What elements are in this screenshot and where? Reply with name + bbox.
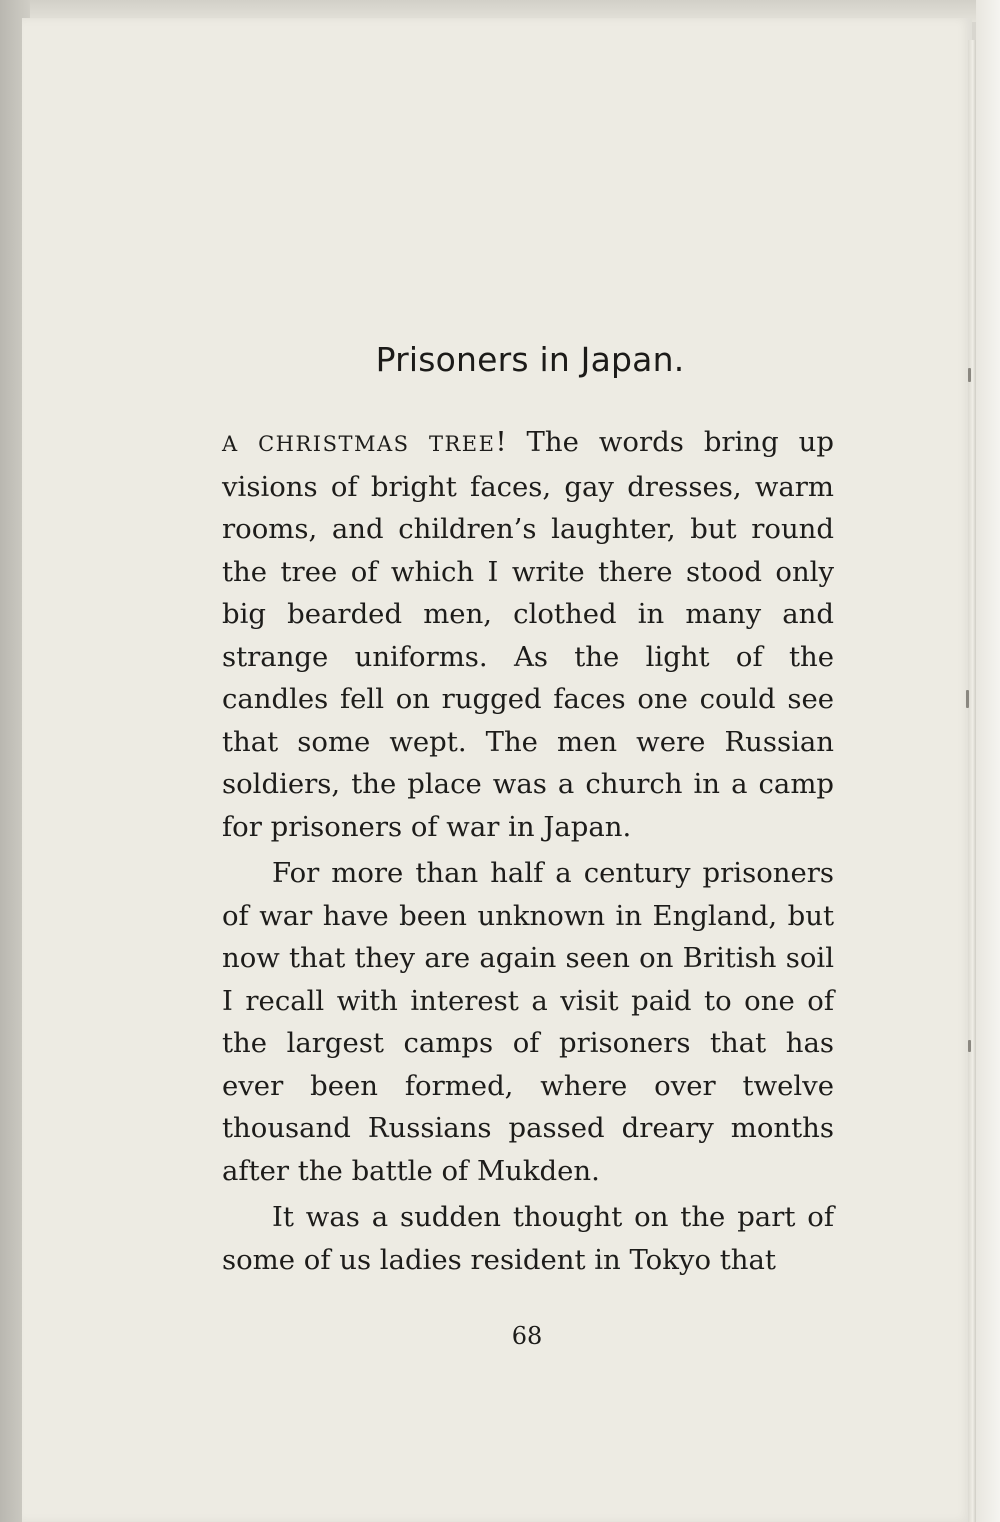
paragraph-2: For more than half a century prisoners of war have been unknown in England, but now that they are again seen on British soil I recall with interest a visit paid to one of the largest camps of prisoners that has ever been formed, where over twelve thousand Russians passed dreary months after the battle of Mukden. xyxy=(222,857,834,1187)
body-text xyxy=(222,421,834,1285)
binding-thread-mark xyxy=(968,1040,971,1052)
paragraph-1-text: ! The words bring up visions of bright faces, gay dresses, warm rooms, and children’s laughter, but round the tree of which I write there stood only big bearded men, clothed in many and strange uniforms. As the light of the candles fell on rugged faces one could see that some wept. The men were Russian soldiers, the place was a church in a camp for prisoners of war in Japan. xyxy=(222,426,834,843)
small-caps-opening: A CHRISTMAS TREE xyxy=(222,432,496,456)
background-edge xyxy=(976,0,1000,1522)
chapter-title: Prisoners in Japan. xyxy=(375,340,685,379)
binding-thread-mark xyxy=(966,690,969,708)
paragraph-1 xyxy=(222,421,834,848)
paragraph-3: It was a sudden thought on the part of some of us ladies resident in Tokyo that xyxy=(222,1201,834,1276)
page-edge xyxy=(968,40,976,1522)
page-number: 68 xyxy=(511,1322,543,1350)
